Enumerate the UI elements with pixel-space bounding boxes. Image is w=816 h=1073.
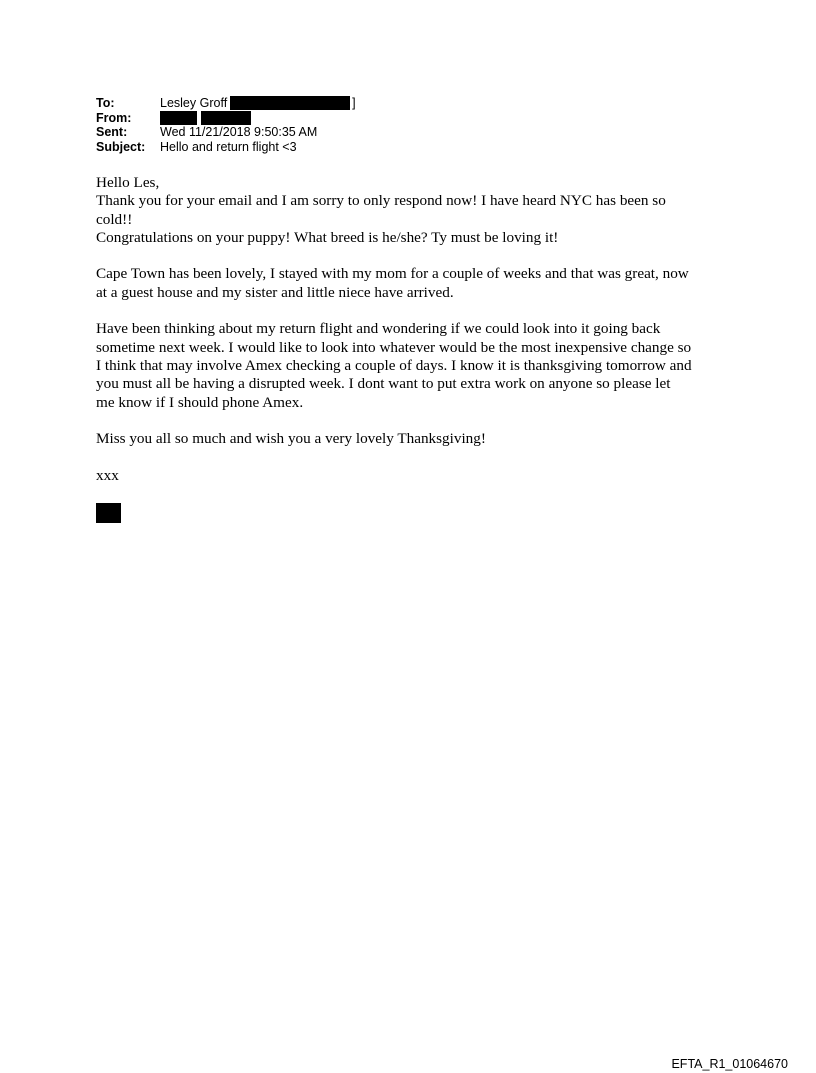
to-label: To: [96,96,115,110]
redaction-block [230,96,350,110]
to-value [160,96,356,111]
body-line: I think that may involve Amex checking a couple of days. I know it is thanksgiving tomorrow and [96,356,692,374]
sent-row [96,125,356,140]
from-label: From: [96,110,132,125]
redaction-block [160,111,197,125]
body-line: me know if I should phone Amex. [96,393,304,411]
subject-value: Hello and return flight <3 [160,139,297,154]
body-line: at a guest house and my sister and little niece have arrived. [96,283,454,301]
body-line: Cape Town has been lovely, I stayed with my mom for a couple of weeks and that was great, now [96,265,689,283]
signature-redaction [96,503,121,523]
email-body [96,174,736,503]
from-row [96,111,356,126]
sent-value: Wed 11/21/2018 9:50:35 AM [160,125,318,139]
subject-row [96,140,356,155]
signoff: xxx [96,466,119,484]
body-line: Thank you for your email and I am sorry to only respond now! I have heard NYC has been so [96,192,666,210]
recipient-name: Lesley Groff [160,96,228,110]
from-value [160,111,251,125]
subject-label: Subject: [96,139,146,154]
body-line: Congratulations on your puppy! What breed is he/she? Ty must be loving it! [96,228,559,246]
email-header [96,96,356,154]
body-line: sometime next week. I would like to look into whatever would be the most inexpensive change so [96,338,692,356]
greeting: Hello Les, [96,174,160,191]
redaction-block [201,111,251,125]
sent-label: Sent: [96,125,128,139]
body-line: cold!! [96,210,133,228]
to-row [96,96,356,111]
body-line: Have been thinking about my return flight and wondering if we could look into it going back [96,320,661,338]
document-id: EFTA_R1_01064670 [671,1057,788,1071]
body-line: Miss you all so much and wish you a very lovely Thanksgiving! [96,430,486,448]
body-line: you must all be having a disrupted week. I dont want to put extra work on anyone so please let [96,375,671,393]
to-bracket: ] [352,96,356,110]
